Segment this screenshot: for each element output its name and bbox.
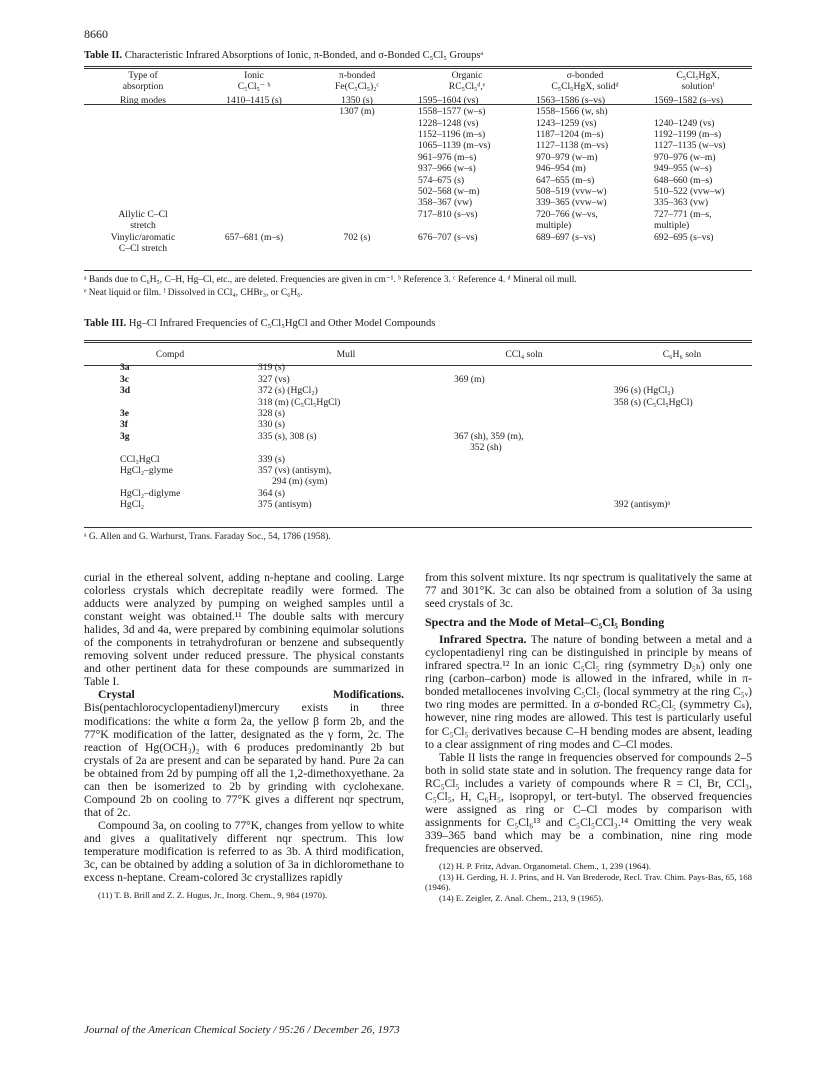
table-cell (612, 488, 752, 499)
table-cell (436, 397, 612, 408)
table-cell: 648–660 (m–s) (654, 174, 713, 186)
table-cell (306, 209, 408, 220)
table-cell (306, 152, 408, 163)
table-row (84, 465, 752, 476)
table-cell: multiple) (654, 220, 690, 232)
table-cell (436, 385, 612, 396)
table-cell (612, 374, 752, 385)
table-cell (612, 408, 752, 419)
table2-header-cell (202, 70, 306, 95)
table-cell (202, 118, 306, 129)
reference-14: (14) E. Zeigler, Z. Anal. Chem., 213, 9 (1965). (439, 892, 604, 903)
table-cell (644, 106, 752, 117)
table2-footnote-2: ᵉ Neat liquid or film. ᶠ Dissolved in CCl₄, CHBr₃, or C₆H₆. (84, 288, 303, 298)
table-cell: C–Cl stretch (118, 243, 168, 255)
table-cell (84, 197, 202, 208)
reference-12: (12) H. P. Fritz, Advan. Organometal. Chem., 1, 239 (1964). (439, 860, 651, 871)
table-row (84, 397, 752, 408)
table-cell: HgCl₂ (120, 499, 145, 511)
table-row (84, 197, 752, 208)
table-cell: 3a (120, 362, 130, 374)
table3-footnote: ᵃ G. Allen and G. Warhurst, Trans. Faraday Soc., 54, 1786 (1958). (84, 532, 331, 542)
table-cell (436, 476, 612, 487)
table-cell (612, 454, 752, 465)
table-cell (202, 220, 306, 231)
table-cell (84, 152, 202, 163)
journal-footer: Journal of the American Chemical Society / 95:26 / December 26, 1973 (84, 1024, 400, 1036)
table-cell: 328 (s) (258, 408, 285, 420)
table-cell: 3f (120, 419, 128, 431)
table-cell (306, 186, 408, 197)
table-cell: 1558–1566 (w, sh) (536, 106, 608, 118)
infrared-spectra-text: The nature of bonding between a metal and a cyclopentadienyl ring can be distinguished in principle by means of infrared spectra.¹² In an ionic C₅Cl₅ ring (symmetry D₅ₕ) only one ring (carbon–carbon) mode is allowed in the infrared, while in π-bonded metallocenes involving C₅Cl₅ (local symmetry at the ring C₅ᵥ) two ring modes are permitted. In a σ-bonded RC₅Cl₅ (symmetry Cₛ), however, nine ring modes are allowed. This test is particularly useful for C₅Cl₅ derivatives because C–H bending modes are absent, leading to a clear assignment of ring modes and C–Cl modes. (425, 633, 752, 751)
table-cell: 1187–1204 (m–s) (536, 129, 604, 141)
table-cell (84, 186, 202, 197)
table-cell: 367 (sh), 359 (m), (454, 430, 524, 442)
table-cell: 689–697 (s–vs) (536, 231, 596, 243)
table-cell: HgCl₂–glyme (120, 465, 173, 477)
table-cell (436, 488, 612, 499)
table-cell: 358 (s) (C₅Cl₅HgCl) (614, 396, 693, 408)
table2-caption (84, 50, 483, 61)
left-references (84, 890, 404, 901)
table-cell (306, 118, 408, 129)
table-cell (436, 454, 612, 465)
table-cell (612, 419, 752, 430)
table-cell: stretch (130, 220, 156, 232)
right-references (425, 861, 752, 903)
table-cell: 294 (m) (sym) (272, 476, 328, 488)
crystal-modifications-text: Bis(pentachlorocyclopentadienyl)mercury exists in three modifications: the white α form 2a, the yellow β form 2b, and the 77°K modification of the latter, designated as the γ form, 2c. The reaction of Hg(OCH₃)₂ with 6 produces predominantly 2b but crystals of 2a are present and can be separated by hand. Pure 2a can be obtained from 2d by pumping off all the 1,2-dimethoxyethane. 2a can then be isomerized to 2b by grinding with cyclohexane. Compound 2b on cooling to 77°K gives a different nqr spectrum, that of 2c. (84, 701, 404, 819)
left-column (84, 571, 404, 901)
reference-11: (11) T. B. Brill and Z. Z. Hugus, Jr., Inorg. Chem., 9, 984 (1970). (98, 890, 328, 901)
table-row (84, 243, 752, 254)
table-row (84, 431, 752, 442)
table-cell: 946–954 (m) (536, 163, 586, 175)
table2-header-cell (526, 70, 644, 95)
table-cell: 676–707 (s–vs) (418, 231, 478, 243)
table-cell: 657–681 (m–s) (224, 231, 284, 243)
table-cell: 352 (sh) (470, 442, 502, 454)
table-cell: 1243–1259 (vs) (536, 117, 597, 129)
table-cell: Ring modes (119, 94, 167, 106)
table-row (84, 442, 752, 453)
table-cell (436, 465, 612, 476)
table-cell: 1410–1415 (s) (226, 94, 282, 106)
table-cell (84, 106, 202, 117)
section-heading: Spectra and the Mode of Metal–C₅Cl₅ Bonding (425, 615, 665, 630)
table-cell: 335 (s), 308 (s) (258, 430, 317, 442)
table3-label: Table III. (84, 318, 127, 329)
table-cell: 574–675 (s) (418, 174, 465, 186)
table-cell (84, 442, 256, 453)
table-cell: 502–568 (w–m) (418, 186, 480, 198)
left-paragraph-2 (84, 688, 404, 818)
table-cell: 364 (s) (258, 487, 285, 499)
table-cell: 1350 (s) (341, 94, 373, 106)
table2-header-cell (644, 70, 752, 95)
table-cell: 330 (s) (258, 419, 285, 431)
table-row (84, 499, 752, 510)
table-cell (436, 419, 612, 430)
table3-header-cell: Compd (155, 349, 185, 360)
table3-header-rule (84, 365, 752, 366)
table-row (84, 488, 752, 499)
table-row (84, 140, 752, 151)
table-cell: 1563–1586 (s–vs) (536, 94, 606, 106)
table-cell: 327 (vs) (258, 373, 290, 385)
table-cell (202, 197, 306, 208)
table2-header-rule (84, 104, 752, 105)
table3-header-cell: C₆H₆ soln (662, 349, 702, 360)
table2-header-line: σ-bonded (566, 70, 604, 81)
table-cell: 937–966 (w–s) (418, 163, 476, 175)
table-cell: 372 (s) (HgCl₂) (258, 385, 318, 397)
table-cell: 1152–1196 (m–s) (418, 129, 486, 141)
table-cell: 1192–1199 (m–s) (654, 129, 722, 141)
table2-header-line: C₅Cl₅HgX, solidᵈ (551, 81, 619, 93)
table-cell: 1558–1577 (w–s) (418, 106, 486, 118)
table2-bottom-rule (84, 270, 752, 271)
table-cell (408, 243, 526, 254)
table-cell: multiple) (536, 220, 572, 232)
table-cell (202, 186, 306, 197)
table-row (84, 232, 752, 243)
table2-header-line: Ionic (244, 70, 264, 81)
table-cell: HgCl₂–diglyme (120, 487, 181, 499)
table-row (84, 476, 752, 487)
table-cell (526, 243, 644, 254)
table-row (84, 209, 752, 220)
table-cell (256, 442, 436, 453)
table3-top-rule (84, 340, 752, 343)
table-row (84, 118, 752, 129)
table-cell (306, 163, 408, 174)
table-cell: 339 (s) (258, 453, 285, 465)
infrared-spectra-heading: Infrared Spectra. (439, 633, 527, 647)
table2-header-line: C₅Cl₅⁻ ᵇ (237, 81, 271, 93)
table-row (84, 408, 752, 419)
right-column (425, 571, 752, 903)
table-cell (306, 197, 408, 208)
table2-header-line: C₅Cl₅HgX, (676, 70, 720, 81)
table-cell (84, 140, 202, 151)
table2-header-cell (306, 70, 408, 95)
table-cell: Vinylic/aromatic (110, 231, 176, 243)
table2-header-line: RC₅Cl₅ᵈ,ᵉ (448, 81, 486, 93)
table-cell (202, 175, 306, 186)
table-cell: 647–655 (m–s) (536, 174, 595, 186)
table2-header-row (84, 70, 752, 95)
table-cell (84, 476, 256, 487)
table-cell (84, 397, 256, 408)
table-cell (306, 243, 408, 254)
table2 (84, 70, 752, 255)
table-row (84, 152, 752, 163)
table-row (84, 175, 752, 186)
table-cell: CCl₃HgCl (120, 453, 160, 465)
table-cell: 1595–1604 (vs) (418, 94, 479, 106)
table-cell (84, 129, 202, 140)
table-row (84, 163, 752, 174)
table-cell (408, 220, 526, 231)
table-row (84, 220, 752, 231)
table-cell (306, 140, 408, 151)
table-cell: 692–695 (s–vs) (654, 231, 714, 243)
table-cell: 396 (s) (HgCl₂) (614, 385, 674, 397)
table3-header-row (84, 349, 752, 362)
table-cell (202, 209, 306, 220)
table-cell (202, 243, 306, 254)
table-cell: 949–955 (w–s) (654, 163, 712, 175)
table-cell: 319 (s) (258, 362, 285, 374)
table-cell (202, 163, 306, 174)
table-cell: 717–810 (s–vs) (418, 208, 478, 220)
table2-header-line: solutionᶠ (681, 81, 715, 93)
table-cell (436, 499, 612, 510)
table2-header-line: Type of (128, 70, 158, 81)
table-cell (202, 152, 306, 163)
table-cell (306, 129, 408, 140)
table-cell: 3g (120, 430, 130, 442)
table-cell: 1228–1248 (vs) (418, 117, 479, 129)
crystal-modifications-heading: Crystal Modifications. (98, 688, 404, 702)
table-row (84, 419, 752, 430)
table-cell: 357 (vs) (antisym), (258, 465, 332, 477)
table-cell: 1240–1249 (vs) (654, 117, 715, 129)
table2-label: Table II. (84, 50, 123, 61)
table-cell (612, 431, 752, 442)
right-paragraph-3: Table II lists the range in frequencies observed for compounds 2–5 both in solid state state and in solution. The frequency range data for RC₅Cl₅ includes a variety of compounds where R = Cl, Br, CCl₃, C₅Cl₅, H, C₆H₅, isopropyl, or tert-butyl. The observed frequencies were assigned as ring or C–Cl modes by comparison with assignments for C₅Cl₆¹³ and C₅Cl₅CCl₃.¹⁴ Omitting the very weak 339–365 band which may be a combination, nine ring mode frequencies are observed. (425, 750, 752, 855)
table-cell (612, 442, 752, 453)
table-cell: 3d (120, 385, 131, 397)
table-cell: 318 (m) (C₅Cl₅HgCl) (258, 396, 341, 408)
table-row (84, 106, 752, 117)
table-cell: 720–766 (w–vs, (536, 208, 598, 220)
table2-top-rule (84, 66, 752, 69)
table-cell: 335–363 (vw) (654, 197, 709, 209)
table3-title: Hg–Cl Infrared Frequencies of C₅Cl₅HgCl and Other Model Compounds (128, 318, 436, 329)
table-cell: 510–522 (vvw–w) (654, 186, 725, 198)
table-cell: 970–976 (w–m) (654, 151, 716, 163)
table-cell: Allylic C–Cl (118, 208, 168, 220)
table2-footnote-1: ᵃ Bands due to C₆H₅, C–H, Hg–Cl, etc., are deleted. Frequencies are given in cm⁻¹. ᵇ Reference 3. ᶜ Reference 4. ᵈ Mineral oil mull. (84, 275, 577, 285)
table-cell: 3e (120, 408, 130, 420)
table2-header-line: π-bonded (338, 70, 376, 81)
right-paragraph-1: from this solvent mixture. Its nqr spectrum is qualitatively the same at 77 and 301°K. 3c can also be obtained from a solution of 3a using seed crystals of 3c. (425, 571, 752, 611)
table-cell: 339–365 (vvw–w) (536, 197, 607, 209)
table-cell: 1127–1138 (m–vs) (536, 140, 609, 152)
table-cell: 358–367 (vw) (418, 197, 473, 209)
table-cell: 508–519 (vvw–w) (536, 186, 607, 198)
table2-title: Characteristic Infrared Absorptions of Ionic, π-Bonded, and σ-Bonded C₅Cl₅ Groupsᵃ (124, 50, 484, 61)
page-number: 8660 (84, 27, 108, 41)
table-cell: 702 (s) (343, 231, 371, 243)
table2-header-line: Organic (451, 70, 483, 81)
table2-header-cell (408, 70, 526, 95)
table-row (84, 454, 752, 465)
table2-header-line: Fe(C₅Cl₅)₂ᶜ (335, 81, 379, 93)
left-paragraph-3: Compound 3a, on cooling to 77°K, changes from yellow to white and gives a qualitatively different nqr spectrum. This low temperature modification is referred to as 3b. A third modification, 3c, can be obtained by adding a solution of 3a in dichloromethane to excess n-heptane. Cream-colored 3c crystallizes rapidly (84, 818, 404, 885)
table-cell: 727–771 (m–s, (654, 208, 712, 220)
table-cell (306, 220, 408, 231)
table-cell: 1569–1582 (s–vs) (654, 94, 724, 106)
left-paragraph-1: curial in the ethereal solvent, adding n-heptane and cooling. Large colorless crystals which decrepitate readily were formed. The adducts were analyzed by pumping on weighed samples until a constant weight was obtained.¹¹ The double salts with mercury halides, 3d and 4a, were prepared by combining equimolar solutions of the components in tetrahydrofuran or benzene and subsequently removing solvent under reduced pressure. The physical constants and other pertinent data for these compounds are summarized in Table I. (84, 571, 404, 689)
table-cell (84, 118, 202, 129)
table-cell: 1307 (m) (339, 106, 375, 118)
table-cell (612, 476, 752, 487)
table-row (84, 129, 752, 140)
table-cell: 970–979 (w–m) (536, 151, 598, 163)
table-cell: 369 (m) (454, 373, 485, 385)
table-cell (202, 140, 306, 151)
table-cell: 392 (antisym)ᵃ (614, 499, 671, 511)
table-cell (644, 243, 752, 254)
table-row (84, 385, 752, 396)
table-cell: 1065–1139 (m–vs) (418, 140, 491, 152)
table-cell: 375 (antisym) (258, 499, 312, 511)
table-cell (84, 163, 202, 174)
table2-header-cell (84, 70, 202, 95)
table-row (84, 374, 752, 385)
table-cell (436, 408, 612, 419)
table-cell: 961–976 (m–s) (418, 151, 477, 163)
table2-header-line: absorption (122, 81, 164, 93)
table-row (84, 186, 752, 197)
table3 (84, 349, 752, 511)
right-paragraph-2 (425, 633, 752, 750)
table-cell (306, 175, 408, 186)
table-cell: 1127–1135 (w–vs) (654, 140, 726, 152)
table-cell (202, 106, 306, 117)
table-cell (202, 129, 306, 140)
table3-header-cell: Mull (336, 349, 356, 360)
table3-header-cell: CCl₄ soln (505, 349, 543, 360)
table-cell: 3c (120, 373, 130, 385)
reference-13: (13) H. Gerding, H. J. Prins, and H. Van Brederode, Recl. Trav. Chim. Pays-Bas, 65, 168 (1946). (425, 871, 752, 893)
table3-bottom-rule (84, 527, 752, 528)
table-cell (84, 175, 202, 186)
table3-caption (84, 318, 435, 329)
table-cell (612, 465, 752, 476)
